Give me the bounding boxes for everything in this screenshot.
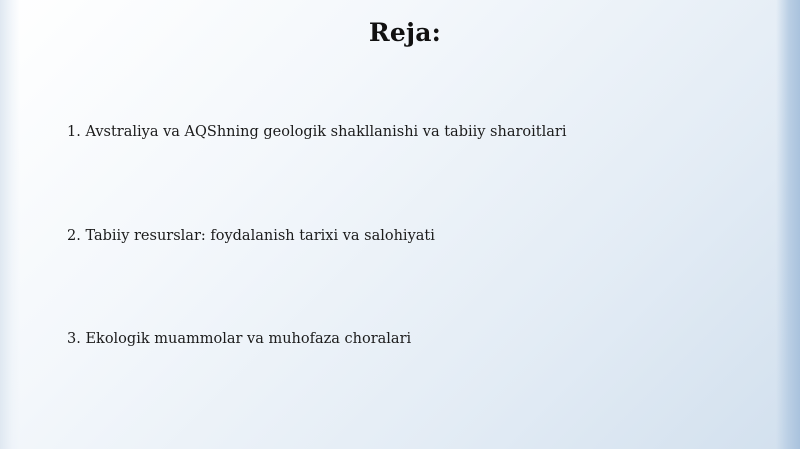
slide-title: Reja: <box>368 18 442 47</box>
plan-item-2: 2. Tabiiy resurslar: foydalanish tarixi va salohiyati <box>67 228 435 244</box>
plan-item-1: 1. Avstraliya va AQShning geologik shakllanishi va tabiiy sharoitlari <box>67 124 567 140</box>
slide-left-edge <box>0 0 20 449</box>
slide-right-edge <box>776 0 800 449</box>
plan-item-3: 3. Ekologik muammolar va muhofaza choralari <box>67 331 412 347</box>
